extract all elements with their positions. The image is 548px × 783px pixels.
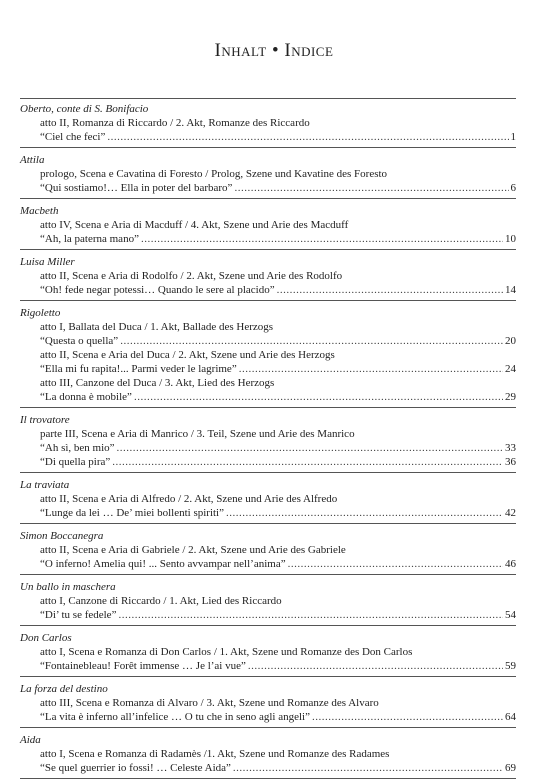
number-description: parte III, Scena e Aria di Manrico / 3. Teil, Szene und Arie des Manrico	[40, 428, 355, 440]
opera-entry	[20, 579, 516, 626]
opera-title: Macbeth	[20, 205, 59, 217]
dot-leader	[117, 441, 503, 455]
number-entry	[20, 116, 516, 144]
toc-line[interactable]	[40, 506, 516, 520]
dot-leader	[288, 557, 503, 571]
incipit-text: “Ah sì, ben mio”	[40, 442, 115, 454]
number-description: atto II, Scena e Aria di Rodolfo / 2. Akt, Szene und Arie des Rodolfo	[40, 270, 343, 282]
number-description: atto I, Ballata del Duca / 1. Akt, Ballade des Herzogs	[40, 321, 274, 333]
opera-title: La traviata	[20, 479, 70, 491]
number-description: atto II, Romanza di Riccardo / 2. Akt, Romanze des Riccardo	[40, 117, 310, 129]
incipit-text: “Oh! fede negar potessi… Quando le sere al placido”	[40, 284, 275, 296]
incipit-text: “Fontainebleau! Forêt immense … Je l’ai vue”	[40, 660, 246, 672]
opera-entry	[20, 254, 516, 301]
page-number: 24	[505, 363, 516, 375]
opera-title: Un ballo in maschera	[20, 581, 116, 593]
number-entry	[20, 543, 516, 571]
number-entry	[20, 492, 516, 520]
table-of-contents	[20, 98, 516, 783]
toc-line[interactable]	[40, 557, 516, 571]
opera-entry	[20, 203, 516, 250]
dot-leader	[239, 362, 503, 376]
toc-line[interactable]	[40, 390, 516, 404]
toc-line[interactable]	[40, 761, 516, 775]
dot-leader	[233, 761, 503, 775]
incipit-text: “Ah, la paterna mano”	[40, 233, 139, 245]
page-number: 10	[505, 233, 516, 245]
opera-entry	[20, 630, 516, 677]
dot-leader	[141, 232, 503, 246]
opera-entry	[20, 152, 516, 199]
incipit-text: “Ciel che feci”	[40, 131, 106, 143]
number-entry	[20, 427, 516, 469]
number-description: atto II, Scena e Aria di Alfredo / 2. Akt, Szene und Arie des Alfredo	[40, 493, 338, 505]
number-description: atto I, Scena e Romanza di Radamès /1. Akt, Szene und Romanze des Radames	[40, 748, 390, 760]
page-title: Inhalt • Indice	[214, 40, 334, 61]
number-description: atto II, Scena e Aria di Gabriele / 2. Akt, Szene und Arie des Gabriele	[40, 544, 346, 556]
page-number: 14	[505, 284, 516, 296]
incipit-text: “Di quella pira”	[40, 456, 111, 468]
dot-leader	[107, 130, 508, 144]
opera-title: Simon Boccanegra	[20, 530, 104, 542]
incipit-text: “Se quel guerrier io fossi! … Celeste Aida”	[40, 762, 231, 774]
number-entry	[20, 167, 516, 195]
number-entry	[20, 747, 516, 775]
toc-line[interactable]	[40, 608, 516, 622]
page-number: 20	[505, 335, 516, 347]
opera-entry	[20, 412, 516, 473]
opera-entry	[20, 305, 516, 408]
page-number: 54	[505, 609, 516, 621]
opera-entry	[20, 477, 516, 524]
toc-line[interactable]	[40, 181, 516, 195]
dot-leader	[312, 710, 503, 724]
dot-leader	[248, 659, 503, 673]
toc-line[interactable]	[40, 362, 516, 376]
toc-line[interactable]	[40, 441, 516, 455]
page-number: 42	[505, 507, 516, 519]
page-number: 1	[510, 131, 516, 143]
opera-title: Il trovatore	[20, 414, 70, 426]
page-number: 33	[505, 442, 516, 454]
opera-title: Attila	[20, 154, 45, 166]
dot-leader	[118, 608, 503, 622]
opera-entry	[20, 528, 516, 575]
page-number: 59	[505, 660, 516, 672]
page-number: 46	[505, 558, 516, 570]
incipit-text: “O inferno! Amelia qui! ... Sento avvampar nell’anima”	[40, 558, 286, 570]
number-description: atto III, Canzone del Duca / 3. Akt, Lied des Herzogs	[40, 377, 275, 389]
number-description: prologo, Scena e Cavatina di Foresto / Prolog, Szene und Kavatine des Foresto	[40, 168, 388, 180]
dot-leader	[120, 334, 503, 348]
page-number: 64	[505, 711, 516, 723]
number-entry	[20, 594, 516, 622]
toc-line[interactable]	[40, 455, 516, 469]
opera-title: La forza del destino	[20, 683, 108, 695]
incipit-text: “La vita è inferno all’infelice … O tu che in seno agli angeli”	[40, 711, 310, 723]
number-entry	[20, 348, 516, 376]
opera-entry	[20, 98, 516, 148]
toc-line[interactable]	[40, 283, 516, 297]
page-number: 6	[510, 182, 516, 194]
number-entry	[20, 376, 516, 404]
incipit-text: “La donna è mobile”	[40, 391, 132, 403]
number-description: atto II, Scena e Aria del Duca / 2. Akt, Szene und Arie des Herzogs	[40, 349, 335, 361]
dot-leader	[234, 181, 508, 195]
number-entry	[20, 696, 516, 724]
toc-line[interactable]	[40, 334, 516, 348]
opera-entry	[20, 681, 516, 728]
toc-line[interactable]	[40, 232, 516, 246]
incipit-text: “Lunge da lei … De’ miei bollenti spiriti”	[40, 507, 224, 519]
opera-title: Don Carlos	[20, 632, 72, 644]
incipit-text: “Di’ tu se fedele”	[40, 609, 117, 621]
dot-leader	[277, 283, 503, 297]
number-description: atto IV, Scena e Aria di Macduff / 4. Akt, Szene und Arie des Macduff	[40, 219, 349, 231]
number-entry	[20, 645, 516, 673]
dot-leader	[134, 390, 503, 404]
dot-leader	[226, 506, 503, 520]
number-description: atto III, Scena e Romanza di Alvaro / 3. Akt, Szene und Romanze des Alvaro	[40, 697, 379, 709]
number-description: atto I, Canzone di Riccardo / 1. Akt, Lied des Riccardo	[40, 595, 282, 607]
opera-title: Luisa Miller	[20, 256, 75, 268]
incipit-text: “Questa o quella”	[40, 335, 119, 347]
number-entry	[20, 218, 516, 246]
incipit-text: “Qui sostiamo!… Ella in poter del barbaro”	[40, 182, 233, 194]
opera-title: Oberto, conte di S. Bonifacio	[20, 103, 149, 115]
page-number: 29	[505, 391, 516, 403]
toc-line[interactable]	[40, 130, 516, 144]
opera-entry	[20, 732, 516, 779]
incipit-text: “Ella mi fu rapita!... Parmi veder le lagrime”	[40, 363, 237, 375]
number-description: atto I, Scena e Romanza di Don Carlos / 1. Akt, Szene und Romanze des Don Carlos	[40, 646, 413, 658]
page-number: 36	[505, 456, 516, 468]
number-entry	[20, 320, 516, 348]
opera-title: Aida	[20, 734, 41, 746]
dot-leader	[112, 455, 503, 469]
opera-title: Rigoletto	[20, 307, 61, 319]
toc-line[interactable]	[40, 710, 516, 724]
number-entry	[20, 269, 516, 297]
toc-line[interactable]	[40, 659, 516, 673]
page-number: 69	[505, 762, 516, 774]
